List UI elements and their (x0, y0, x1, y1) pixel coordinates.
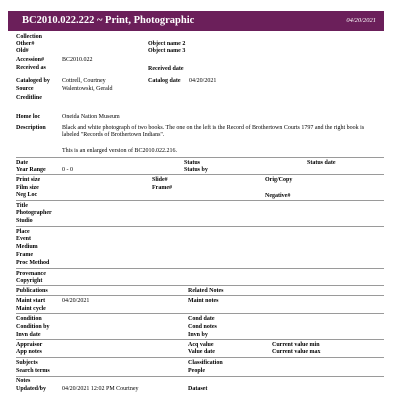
label-subjects: Subjects (16, 360, 38, 366)
label-notes: Notes (16, 378, 31, 384)
label-maint-notes: Maint notes (188, 298, 219, 304)
divider (16, 285, 384, 286)
record-header (8, 11, 384, 31)
label-studio: Studio (16, 218, 33, 224)
divider (16, 357, 384, 358)
label-cond-notes: Cond notes (188, 324, 217, 330)
label-orig-copy: Orig/Copy (265, 177, 293, 183)
label-medium: Medium (16, 244, 38, 250)
value-catalog-date: 04/20/2021 (189, 78, 217, 84)
label-print-size: Print size (16, 177, 41, 183)
label-proc-method: Proc Method (16, 260, 50, 266)
value-source: Walentowski, Gerald (62, 86, 113, 92)
divider (16, 339, 384, 340)
label-object-name-2: Object name 2 (148, 41, 186, 47)
label-acq-value: Acq value (188, 342, 214, 348)
value-cataloged-by: Cottrell, Courtney (62, 78, 106, 84)
label-negative: Negative# (265, 193, 291, 199)
value-year-range: 0 - 0 (62, 167, 73, 173)
label-status-by: Status by (184, 167, 208, 173)
label-invn-by: Invn by (188, 332, 208, 338)
label-current-value-min: Current value min (272, 342, 320, 348)
label-frame-2: Frame (16, 252, 33, 258)
label-year-range: Year Range (16, 167, 46, 173)
label-copyright: Copyright (16, 278, 43, 284)
label-slide: Slide# (152, 177, 168, 183)
label-collection: Collection (16, 34, 42, 40)
divider (16, 295, 384, 296)
label-cataloged-by: Cataloged by (16, 78, 50, 84)
label-object-name-3: Object name 3 (148, 48, 186, 54)
divider (16, 157, 384, 158)
value-accession: BC2010.022 (62, 57, 93, 63)
label-related-notes: Related Notes (188, 288, 224, 294)
label-received-date: Received date (148, 66, 184, 72)
label-maint-start: Maint start (16, 298, 46, 304)
description-paragraph-2: This is an enlarged version of BC2010.022.216. (62, 147, 178, 154)
label-condition-by: Condition by (16, 324, 50, 330)
label-description: Description (16, 125, 46, 131)
label-maint-cycle: Maint cycle (16, 306, 46, 312)
description-paragraph-1: Black and white photograph of two books. The one on the left is the Record of Brothertown Courts 1797 and the right book is labeled "Records of Brothertown Indians". (62, 125, 365, 138)
value-maint-start: 04/20/2021 (62, 298, 90, 304)
label-old-num: Old# (16, 48, 29, 54)
label-frame: Frame# (152, 185, 172, 191)
label-catalog-date: Catalog date (148, 78, 181, 84)
label-search-terms: Search terms (16, 368, 50, 374)
label-neg-loc: Neg Loc (16, 192, 38, 198)
label-dataset: Dataset (188, 386, 208, 392)
label-cond-date: Cond date (188, 316, 215, 322)
divider (16, 268, 384, 269)
label-title: Title (16, 203, 28, 209)
header-date: 04/20/2021 (346, 17, 376, 24)
label-updated-by: Updated/by (16, 386, 47, 392)
label-provenance: Provenance (16, 271, 46, 277)
value-updated-by: 04/20/2021 12:02 PM Courtney (62, 386, 139, 392)
label-status: Status (184, 160, 201, 166)
label-date: Date (16, 160, 28, 166)
label-other-num: Other# (16, 41, 35, 47)
label-event: Event (16, 236, 31, 242)
label-appraisor: Appraisor (16, 342, 43, 348)
value-home-loc: Oneida Nation Museum (62, 114, 120, 120)
label-creditline: Creditline (16, 95, 42, 101)
divider (16, 376, 384, 377)
divider (16, 226, 384, 227)
record-title: BC2010.022.222 ~ Print, Photographic (22, 15, 195, 26)
label-people: People (188, 368, 205, 374)
label-place: Place (16, 229, 30, 235)
label-publications: Publications (16, 288, 48, 294)
divider (16, 174, 384, 175)
label-current-value-max: Current value max (272, 349, 321, 355)
label-film-size: Film size (16, 185, 39, 191)
label-classification: Classification (188, 360, 223, 366)
label-received-as: Received as (16, 65, 46, 71)
divider (16, 200, 384, 201)
divider (16, 313, 384, 314)
label-status-date: Status date (307, 160, 336, 166)
label-accession: Accession# (16, 57, 44, 63)
label-photographer: Photographer (16, 210, 52, 216)
label-home-loc: Home loc (16, 114, 41, 120)
label-source: Source (16, 86, 34, 92)
label-app-notes: App notes (16, 349, 42, 355)
label-invn-date: Invn date (16, 332, 41, 338)
label-value-date: Value date (188, 349, 215, 355)
label-condition: Condition (16, 316, 42, 322)
